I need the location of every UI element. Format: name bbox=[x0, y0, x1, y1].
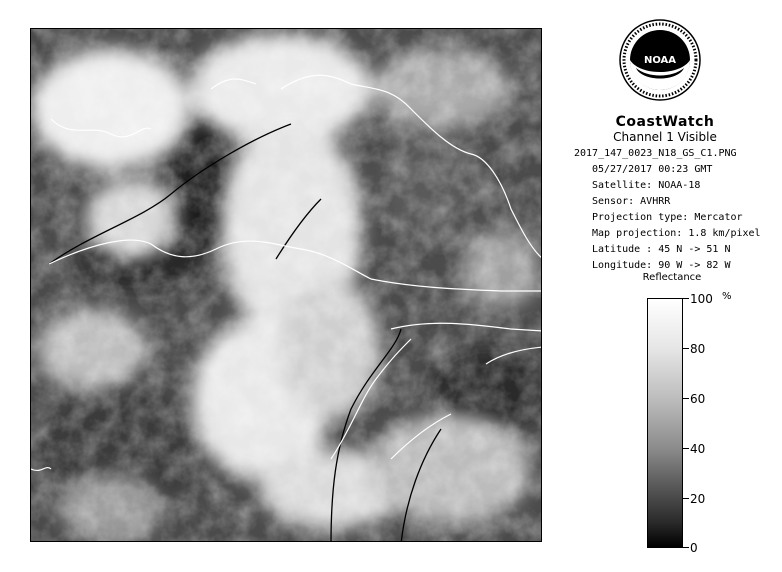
colorbar-tick-label: 100 bbox=[690, 292, 713, 306]
legend-title: Reflectance bbox=[642, 272, 702, 283]
legend-unit: % bbox=[722, 291, 732, 302]
colorbar-tick bbox=[683, 448, 689, 449]
colorbar-tick bbox=[683, 398, 689, 399]
reflectance-colorbar bbox=[647, 298, 683, 548]
colorbar-tick bbox=[683, 498, 689, 499]
colorbar-tick-label: 0 bbox=[690, 541, 698, 555]
colorbar-tick bbox=[683, 547, 689, 548]
noaa-logo-icon bbox=[618, 16, 702, 106]
latitude-label: Latitude : 45 N -> 51 N bbox=[592, 244, 731, 255]
product-title: CoastWatch bbox=[615, 114, 715, 130]
channel-label: Channel 1 Visible bbox=[613, 130, 717, 144]
colorbar-tick-label: 40 bbox=[690, 442, 706, 456]
colorbar-tick bbox=[683, 348, 689, 349]
colorbar-tick-label: 20 bbox=[690, 492, 706, 506]
projection-type-label: Projection type: Mercator bbox=[592, 212, 743, 223]
satellite-label: Satellite: NOAA-18 bbox=[592, 180, 701, 191]
satellite-image bbox=[30, 28, 542, 542]
acquisition-datetime: 05/27/2017 00:23 GMT bbox=[592, 164, 713, 175]
sensor-label: Sensor: AVHRR bbox=[592, 196, 671, 207]
colorbar-tick bbox=[683, 298, 689, 299]
longitude-label: Longitude: 90 W -> 82 W bbox=[592, 260, 731, 271]
noaa-logo bbox=[618, 16, 702, 106]
satellite-image-canvas bbox=[31, 29, 542, 542]
noaa-logo-text: NOAA bbox=[643, 55, 677, 66]
map-projection-label: Map projection: 1.8 km/pixel bbox=[592, 228, 761, 239]
colorbar-tick-label: 80 bbox=[690, 342, 706, 356]
colorbar-tick-label: 60 bbox=[690, 392, 706, 406]
file-name: 2017_147_0023_N18_GS_C1.PNG bbox=[574, 148, 737, 159]
